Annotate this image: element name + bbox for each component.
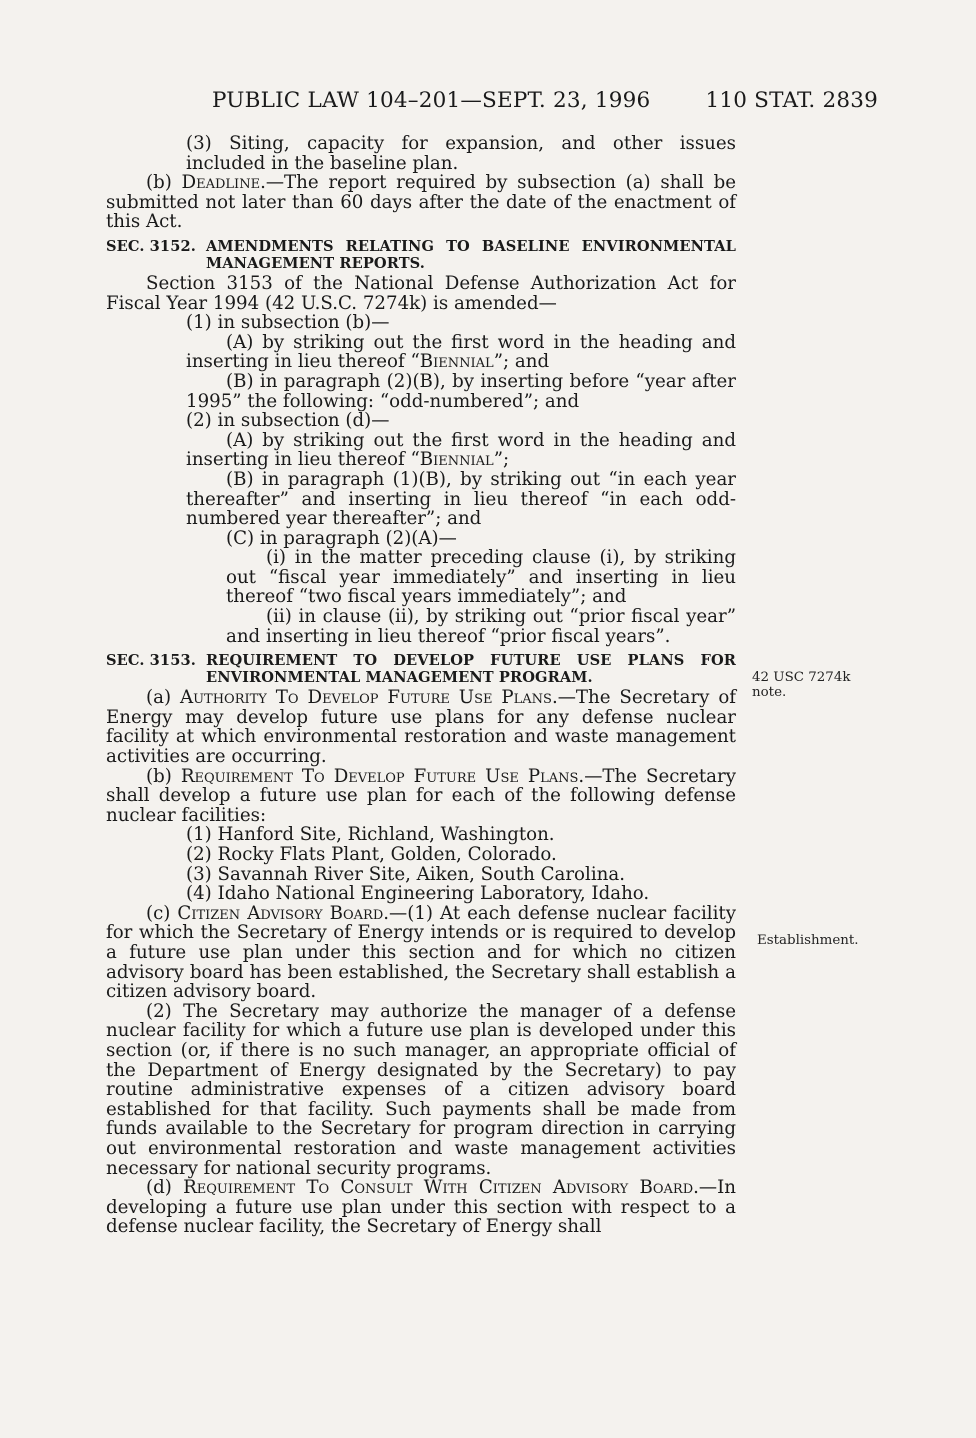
list-item: (3) Savannah River Site, Aiken, South Carolina.: [186, 863, 625, 885]
paragraph: (2) The Secretary may authorize the manager of a defense nuclear facility for which a future use plan is developed under this section (or, if there is no such manager, an appropriate official of the Department of Energy designated by the Secretary) to pay routine administrative expenses of a citizen advisory board established for that facility. Such payments shall be made from funds available to the Secretary for program direction in carrying out environmental restoration and waste management activities necessary for national security programs.: [106, 1000, 736, 1179]
margin-note-establishment: Establishment.: [757, 933, 859, 948]
section-heading-3152: SEC. 3152. AMENDMENTS RELATING TO BASELINE ENVIRONMENTAL MANAGEMENT REPORTS.: [106, 237, 736, 272]
list-item: (B) in paragraph (1)(B), by striking out “in each year thereafter” and inserting in lieu thereof “in each odd-numbered year thereafter”; and: [186, 468, 736, 530]
paragraph: (3) Siting, capacity for expansion, and other issues included in the baseline plan.: [186, 133, 736, 174]
body-text: [106, 134, 736, 1237]
list-item: (1) Hanford Site, Richland, Washington.: [186, 824, 555, 846]
paragraph: Section 3153 of the National Defense Authorization Act for Fiscal Year 1994 (42 U.S.C. 7274k) is amended—: [106, 272, 736, 314]
paragraph-citizen-board: (c) Citizen Advisory Board.—(1) At each defense nuclear facility for which the Secretary of Energy intends or is required to develop a future use plan under this section and for which no citizen advisory board has been established, the Secretary shall establish a citizen advisory board.: [106, 902, 736, 1003]
paragraph-requirement: (b) Requirement To Develop Future Use Plans.—The Secretary shall develop a future use plan for each of the following defense nuclear facilities:: [106, 765, 736, 826]
margin-note-usc: [752, 670, 872, 700]
list-item: (2) in subsection (d)—: [186, 410, 390, 432]
paragraph-authority: (a) Authority To Develop Future Use Plans.—The Secretary of Energy may develop future use plans for any defense nuclear facility at which environmental restoration and waste management activities are occurring.: [106, 687, 736, 768]
header-stat-page: 110 STAT. 2839: [705, 88, 878, 113]
list-item: (ii) in clause (ii), by striking out “prior fiscal year” and inserting in lieu thereof “prior fiscal years”.: [226, 606, 736, 647]
paragraph-consult: (d) Requirement To Consult With Citizen Advisory Board.—In developing a future use plan under this section with respect to a defense nuclear facility, the Secretary of Energy shall: [106, 1177, 736, 1238]
list-item: (i) in the matter preceding clause (i), by striking out “fiscal year immediately” and inserting in lieu thereof “two fiscal years immediately”; and: [226, 547, 736, 608]
paragraph-deadline: (b) Deadline.—The report required by subsection (a) shall be submitted not later than 60 days after the date of the enactment of this Act.: [106, 172, 736, 233]
list-item: (A) by striking out the first word in the heading and inserting in lieu thereof “Biennial”;: [186, 429, 736, 471]
margin-note-line: 42 USC 7274k: [752, 670, 851, 685]
list-item: (A) by striking out the first word in the heading and inserting in lieu thereof “Biennial”; and: [186, 331, 736, 373]
list-item: (2) Rocky Flats Plant, Golden, Colorado.: [186, 844, 557, 865]
header-citation: PUBLIC LAW 104–201—SEPT. 23, 1996: [212, 88, 651, 113]
page-header: [212, 86, 878, 116]
margin-note-line: note.: [752, 685, 787, 700]
section-heading-3153: SEC. 3153. REQUIREMENT TO DEVELOP FUTURE USE PLANS FOR ENVIRONMENTAL MANAGEMENT PROGRAM.: [106, 652, 736, 687]
list-item: (4) Idaho National Engineering Laboratory, Idaho.: [186, 883, 650, 905]
list-item: (1) in subsection (b)—: [186, 312, 390, 334]
list-item: (C) in paragraph (2)(A)—: [226, 527, 457, 549]
list-item: (B) in paragraph (2)(B), by inserting before “year after 1995” the following: “odd-numbered”; and: [186, 370, 736, 412]
